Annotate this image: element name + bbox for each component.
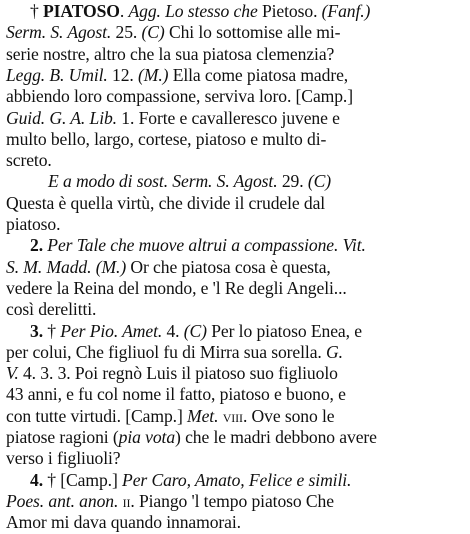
text-segment: † bbox=[47, 320, 61, 341]
text-segment: . bbox=[119, 1, 129, 21]
text-segment: (C) bbox=[307, 171, 331, 192]
text-line bbox=[0, 405, 470, 427]
text-segment: Per Caro, Amato, Felice e simili. bbox=[122, 469, 352, 490]
text-line bbox=[0, 469, 470, 491]
text-line bbox=[0, 64, 470, 86]
text-segment: Ella come piatosa madre, bbox=[172, 64, 349, 85]
text-segment: Serm. S. Agost. bbox=[6, 22, 116, 43]
text-segment: Agg. Lo stesso che bbox=[128, 1, 262, 21]
text-segment: † bbox=[30, 1, 43, 21]
text-segment: piatose ragioni ( bbox=[6, 427, 119, 447]
text-segment: 12. bbox=[112, 64, 139, 85]
text-segment: Pietoso. bbox=[261, 1, 322, 21]
text-segment: Legg. B. Umil. bbox=[6, 64, 113, 85]
text-line bbox=[0, 256, 470, 278]
text-segment: 29. bbox=[281, 171, 308, 192]
text-line bbox=[0, 213, 470, 235]
text-segment: ii bbox=[122, 490, 131, 511]
text-segment: verso i figliuoli? bbox=[6, 448, 121, 469]
text-segment: Poes. ant. anon. bbox=[6, 490, 123, 511]
text-line bbox=[0, 149, 470, 171]
text-segment: Per Pio. Amet. bbox=[60, 320, 167, 341]
text-segment: V. bbox=[6, 363, 23, 384]
text-line bbox=[0, 490, 470, 512]
text-segment: (M.) bbox=[95, 256, 131, 277]
text-line bbox=[0, 362, 470, 384]
text-segment: pia vota bbox=[118, 427, 176, 447]
text-line bbox=[0, 426, 470, 448]
text-line bbox=[0, 21, 470, 43]
text-line bbox=[0, 192, 470, 214]
text-segment: 4. 3. 3. Poi regnò Luis il piatoso suo figliuolo bbox=[22, 363, 338, 384]
text-line bbox=[0, 298, 470, 320]
text-segment: Per Tale che muove altrui a compassione. Vit. bbox=[47, 235, 366, 256]
text-line bbox=[0, 107, 470, 129]
text-segment: G. bbox=[326, 341, 343, 362]
text-line bbox=[0, 447, 470, 469]
text-segment: 4. bbox=[166, 320, 184, 341]
text-segment: vedere la Reina del mondo, e 'l Re degli Angeli... bbox=[6, 277, 347, 298]
text-line bbox=[0, 85, 470, 107]
text-segment: (M.) bbox=[138, 64, 173, 85]
text-segment: così derelitti. bbox=[6, 299, 97, 320]
text-line bbox=[0, 320, 470, 342]
text-segment: per colui, Che figliuol fu di Mirra sua sorella. bbox=[6, 341, 327, 362]
text-line bbox=[0, 234, 470, 256]
text-segment: Chi lo sottomise alle mi- bbox=[168, 22, 341, 43]
text-segment: serie nostre, altro che la sua piatosa clemenzia? bbox=[6, 43, 335, 64]
text-segment: 3. bbox=[30, 320, 48, 341]
text-segment: multo bello, largo, cortese, piatoso e multo di- bbox=[6, 128, 327, 149]
text-line bbox=[0, 383, 470, 405]
text-segment: 2. bbox=[30, 235, 48, 256]
text-segment: viii bbox=[222, 405, 243, 426]
text-line bbox=[0, 511, 470, 533]
text-segment: . Ove sono le bbox=[242, 405, 335, 426]
text-segment: 4. bbox=[30, 469, 48, 490]
text-line bbox=[0, 277, 470, 299]
text-line bbox=[0, 341, 470, 363]
text-segment: † [Camp.] bbox=[47, 469, 123, 490]
text-line bbox=[0, 43, 470, 65]
text-segment: piatoso. bbox=[6, 214, 61, 234]
text-segment: (C) bbox=[183, 320, 212, 341]
text-segment: Guid. G. A. Lib. bbox=[6, 107, 122, 128]
text-segment: Met. bbox=[187, 405, 223, 426]
text-line bbox=[0, 128, 470, 150]
text-segment: 43 anni, e fu col nome il fatto, piatoso e buono, e bbox=[6, 384, 346, 405]
text-segment: (Fanf.) bbox=[321, 1, 371, 21]
text-segment: 1. Forte e cavalleresco juvene e bbox=[121, 107, 340, 128]
text-segment: . Piango 'l tempo piatoso Che bbox=[130, 490, 334, 511]
text-segment: S. M. Madd. bbox=[6, 256, 96, 277]
text-line bbox=[0, 170, 470, 192]
text-segment: con tutte virtudi. [Camp.] bbox=[6, 405, 188, 426]
text-segment: Per lo piatoso Enea, e bbox=[211, 320, 362, 341]
text-segment: Amor mi dava quando innamorai. bbox=[6, 512, 241, 533]
text-segment: Or che piatosa cosa è questa, bbox=[130, 256, 331, 277]
text-line bbox=[0, 0, 470, 22]
text-segment: abbiendo loro compassione, serviva loro. [Camp.] bbox=[6, 86, 353, 107]
text-segment: ) che le madri debbono avere bbox=[175, 427, 377, 447]
text-segment: PIATOSO bbox=[43, 1, 120, 21]
text-segment: screto. bbox=[6, 150, 52, 171]
text-segment: 25. bbox=[115, 22, 142, 43]
text-segment: (C) bbox=[141, 22, 169, 43]
text-segment: E a modo di sost. Serm. S. Agost. bbox=[48, 171, 282, 192]
text-segment: Questa è quella virtù, che divide il crudele dal bbox=[6, 192, 326, 213]
